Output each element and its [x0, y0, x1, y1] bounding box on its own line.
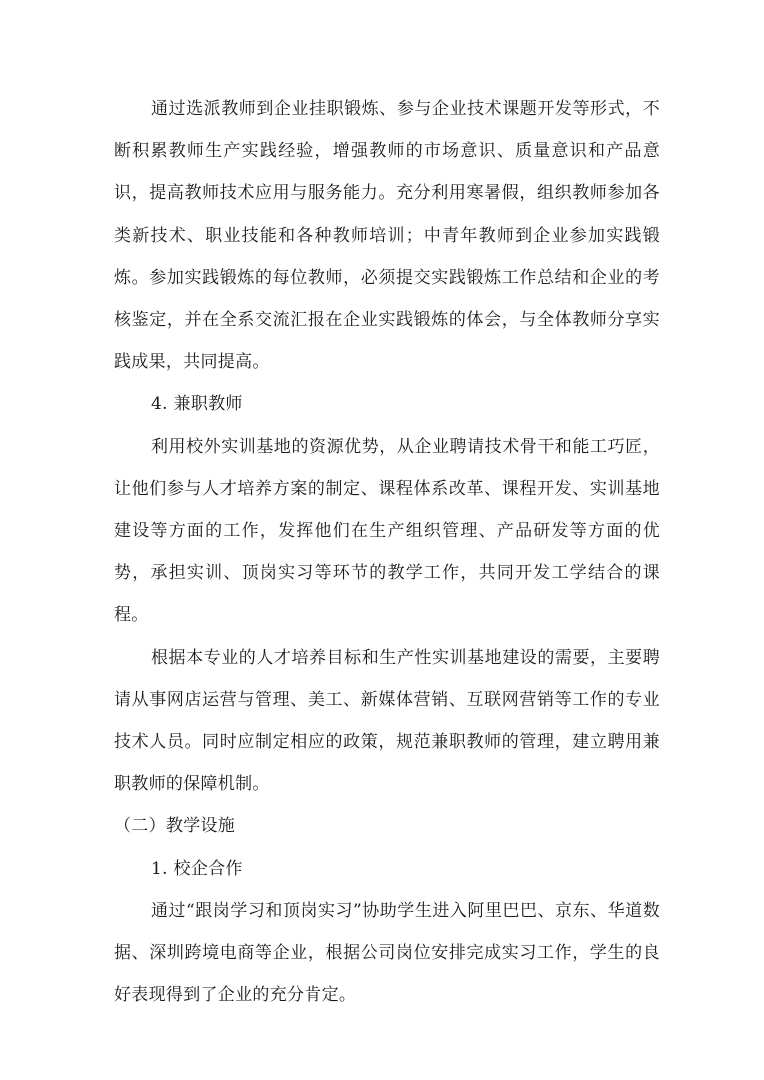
subheading-part-time-teachers: 4. 兼职教师: [151, 394, 243, 415]
section-heading-teaching-facilities: （二）教学设施: [114, 816, 236, 837]
paragraph-part-time-teachers-role: 利用校外实训基地的资源优势，从企业聘请技术骨干和能工巧匠，让他们参与人才培养方案的制定、课程体系改革、课程开发、实训基地建设等方面的工作，发挥他们在生产组织管理、产品研发等方面的优势，承担实训、顶岗实习等环节的教学工作，共同开发工学结合的课程。: [114, 436, 660, 626]
paragraph-teacher-practice: 通过选派教师到企业挂职锻炼、参与企业技术课题开发等形式，不断积累教师生产实践经验，增强教师的市场意识、质量意识和产品意识，提高教师技术应用与服务能力。充分利用寒暑假，组织教师参加各类新技术、职业技能和各种教师培训；中青年教师到企业参加实践锻炼。参加实践锻炼的每位教师，必须提交实践锻炼工作总结和企业的考核鉴定，并在全系交流汇报在企业实践锻炼的体会，与全体教师分享实践成果，共同提高。: [114, 99, 660, 373]
paragraph-part-time-teachers-hiring: 根据本专业的人才培养目标和生产性实训基地建设的需要，主要聘请从事网店运营与管理、美工、新媒体营销、互联网营销等工作的专业技术人员。同时应制定相应的政策，规范兼职教师的管理，建立聘用兼职教师的保障机制。: [114, 647, 660, 795]
paragraph-internship: 通过“跟岗学习和顶岗实习”协助学生进入阿里巴巴、京东、华道数据、深圳跨境电商等企业，根据公司岗位安排完成实习工作，学生的良好表现得到了企业的充分肯定。: [114, 900, 660, 1006]
subheading-school-enterprise-cooperation: 1. 校企合作: [151, 858, 243, 879]
document-body: [114, 88, 660, 1016]
